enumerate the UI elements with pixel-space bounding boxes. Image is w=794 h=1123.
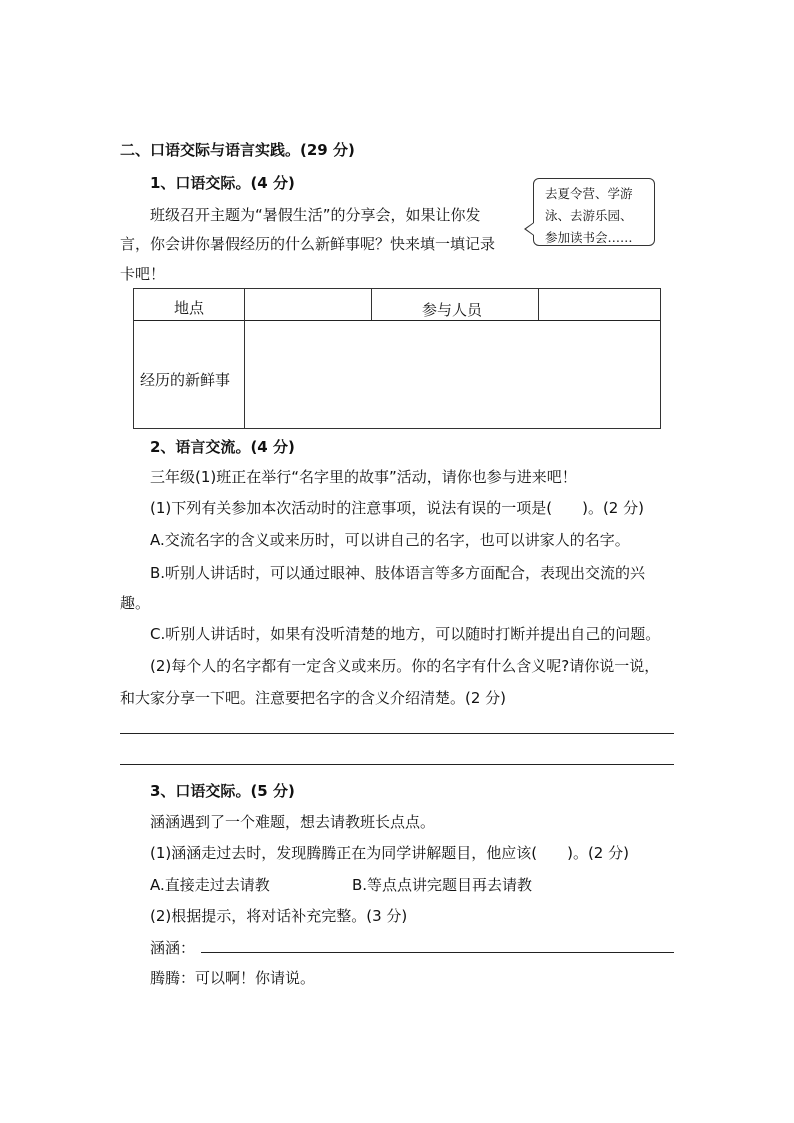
answer-line[interactable] — [120, 733, 674, 734]
place-input-cell[interactable] — [245, 290, 370, 320]
q2-option-b-cont: 趣。 — [120, 594, 151, 612]
answer-line[interactable] — [120, 764, 674, 765]
q3-sub1: (1)涵涵走过去时，发现腾腾正在为同学讲解题目，他应该( )。(2 分) — [150, 844, 629, 862]
q2-option-a[interactable]: A.交流名字的含义或来历时，可以讲自己的名字，也可以讲家人的名字。 — [150, 531, 630, 549]
table-col-divider — [371, 289, 372, 320]
dialog-answer-line[interactable] — [201, 952, 674, 953]
participants-input-cell[interactable] — [539, 290, 659, 320]
record-card-table — [133, 288, 661, 429]
bubble-line-2: 泳、去游乐园、 — [545, 208, 633, 223]
q2-intro: 三年级(1)班正在举行“名字里的故事”活动，请你也参与进来吧！ — [150, 468, 577, 486]
bubble-line-3: 参加读书会…… — [545, 230, 633, 245]
bubble-line-1: 去夏令营、学游 — [545, 186, 633, 201]
event-input-cell[interactable] — [245, 321, 659, 427]
q2-title: 2、语言交流。(4 分) — [150, 438, 295, 456]
q2-option-c[interactable]: C.听别人讲话时，如果有没听清楚的地方，可以随时打断并提出自己的问题。 — [150, 625, 661, 643]
q2-sub2-line1: (2)每个人的名字都有一定含义或来历。你的名字有什么含义呢?请你说一说， — [150, 657, 660, 675]
participants-label: 参与人员 — [422, 301, 483, 319]
speaker-hanhan: 涵涵： — [150, 939, 196, 957]
place-label: 地点 — [174, 299, 205, 317]
q2-sub1: (1)下列有关参加本次活动时的注意事项，说法有误的一项是( )。(2 分) — [150, 499, 644, 517]
section-title: 二、口语交际与语言实践。(29 分) — [120, 141, 355, 159]
q1-title: 1、口语交际。(4 分) — [150, 174, 295, 192]
q3-sub2: (2)根据提示，将对话补充完整。(3 分) — [150, 907, 408, 925]
speaker-tengteng: 腾腾：可以啊！你请说。 — [150, 969, 316, 987]
q1-text-line1: 班级召开主题为“暑假生活”的分享会，如果让你发 — [150, 206, 481, 224]
q2-sub2-line2: 和大家分享一下吧。注意要把名字的含义介绍清楚。(2 分) — [120, 689, 507, 707]
q3-option-b[interactable]: B.等点点讲完题目再去请教 — [352, 876, 533, 894]
q1-text-line2: 言，你会讲你暑假经历的什么新鲜事呢？快来填一填记录 — [120, 235, 496, 253]
bubble-tail-fill — [526, 223, 534, 235]
q3-title: 3、口语交际。(5 分) — [150, 782, 295, 800]
q3-intro: 涵涵遇到了一个难题，想去请教班长点点。 — [150, 813, 436, 831]
q3-option-a[interactable]: A.直接走过去请教 — [150, 876, 270, 894]
q1-text-line3: 卡吧！ — [120, 265, 166, 283]
q2-option-b[interactable]: B.听别人讲话时，可以通过眼神、肢体语言等多方面配合，表现出交流的兴 — [150, 564, 646, 582]
event-label: 经历的新鲜事 — [140, 371, 231, 389]
